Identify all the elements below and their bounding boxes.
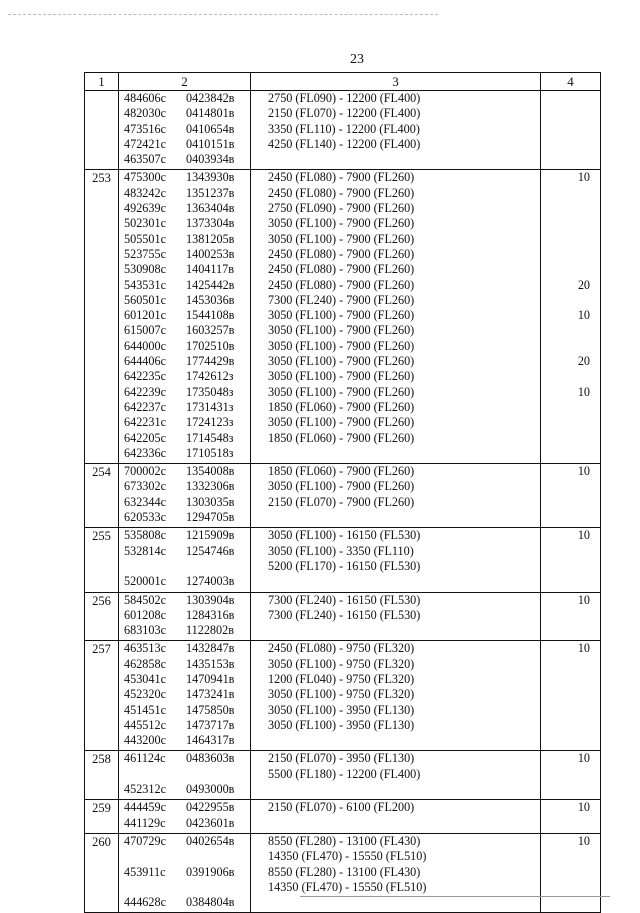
latitude: 700002с — [124, 464, 166, 479]
longitude: 0403934в — [186, 152, 235, 167]
longitude: 1710518з — [186, 445, 234, 460]
altitude-line: 3050 (FL100) - 7900 (FL260) — [268, 384, 415, 399]
longitude: 1714548з — [186, 430, 234, 445]
altitude-line: 5500 (FL180) - 12200 (FL400) — [268, 766, 421, 781]
value-line: 10 — [577, 528, 590, 543]
latitude: 463513с — [124, 641, 166, 656]
value-line — [541, 339, 600, 354]
longitude: 1381205в — [186, 231, 235, 246]
table-row — [85, 464, 600, 528]
coordinate-line — [119, 278, 250, 293]
altitude-cell — [251, 751, 541, 799]
header-col-1: 1 — [85, 73, 119, 90]
value-cell — [541, 170, 600, 463]
longitude: 1284316в — [186, 607, 235, 622]
longitude: 1303904в — [186, 592, 235, 607]
coordinate-line — [119, 816, 250, 831]
coordinate-line — [119, 415, 250, 430]
zone-number: 255 — [85, 528, 119, 591]
latitude: 683103с — [124, 623, 166, 638]
coordinate-line — [119, 186, 250, 201]
latitude: 632344с — [124, 494, 166, 509]
altitude-line: 3050 (FL100) - 9750 (FL320) — [268, 687, 415, 702]
altitude-line: 7300 (FL240) - 16150 (FL530) — [268, 592, 421, 607]
value-cell — [541, 641, 600, 750]
latitude: 473516с — [124, 121, 166, 136]
altitude-line: 4250 (FL140) - 12200 (FL400) — [268, 136, 421, 151]
altitude-line: 3050 (FL100) - 3350 (FL110) — [268, 543, 414, 558]
table-row — [85, 641, 600, 751]
coordinate-line — [119, 479, 250, 494]
value-cell — [541, 464, 600, 527]
zone-number: 254 — [85, 464, 119, 527]
longitude: 1274003в — [186, 574, 235, 589]
latitude: 441129с — [124, 815, 166, 830]
longitude: 0391906в — [186, 864, 235, 879]
latitude: 532814с — [124, 543, 166, 558]
coordinate-line — [119, 446, 250, 461]
coordinate-line — [119, 106, 250, 121]
zone-number: 258 — [85, 751, 119, 799]
altitude-line: 3050 (FL100) - 7900 (FL260) — [268, 369, 415, 384]
header-col-4: 4 — [567, 74, 574, 89]
longitude: 1774429в — [186, 354, 235, 369]
longitude: 1354008в — [186, 464, 235, 479]
value-line — [541, 232, 600, 247]
table-body — [85, 91, 600, 912]
longitude: 1373304в — [186, 216, 235, 231]
altitude-line: 14350 (FL470) - 15550 (FL510) — [268, 849, 427, 864]
coordinate-line — [119, 559, 250, 574]
altitude-line: 3050 (FL100) - 3950 (FL130) — [268, 717, 415, 732]
coordinate-line — [119, 782, 250, 797]
altitude-line: 2450 (FL080) - 7900 (FL260) — [268, 277, 415, 292]
header-col-3: 3 — [251, 73, 541, 90]
altitude-line: 8550 (FL280) - 13100 (FL430) — [268, 833, 421, 848]
coordinate-line — [119, 464, 250, 479]
value-cell — [541, 834, 600, 912]
coordinate-line — [119, 623, 250, 638]
value-line — [541, 262, 600, 277]
value-line — [541, 201, 600, 216]
longitude: 1473241в — [186, 687, 235, 702]
coordinate-line — [119, 865, 250, 880]
latitude: 452312с — [124, 782, 166, 797]
altitude-line: 3050 (FL100) - 7900 (FL260) — [268, 338, 415, 353]
table-header — [85, 73, 600, 91]
altitude-line: 2150 (FL070) - 12200 (FL400) — [268, 106, 421, 121]
latitude: 483242с — [124, 185, 166, 200]
table-row — [85, 91, 600, 170]
altitude-line: 7300 (FL240) - 7900 (FL260) — [268, 292, 415, 307]
coordinate-line — [119, 216, 250, 231]
longitude: 0402654в — [186, 833, 235, 848]
coordinate-line — [119, 880, 250, 895]
coordinates-cell — [119, 641, 251, 750]
altitude-cell — [251, 528, 541, 591]
zone-number: 260 — [85, 834, 119, 912]
coordinates-cell — [119, 834, 251, 912]
coordinate-line — [119, 137, 250, 152]
altitude-line: 2450 (FL080) - 7900 (FL260) — [268, 246, 415, 261]
longitude: 1475850в — [186, 702, 235, 717]
coordinate-line — [119, 641, 250, 656]
value-line: 10 — [577, 641, 590, 656]
altitude-line: 2150 (FL070) - 3950 (FL130) — [268, 751, 415, 766]
latitude: 452320с — [124, 687, 166, 702]
coordinate-line — [119, 544, 250, 559]
table-row — [85, 528, 600, 592]
altitude-line: 3050 (FL100) - 7900 (FL260) — [268, 479, 415, 494]
coordinate-line — [119, 895, 250, 910]
altitude-line: 3350 (FL110) - 12200 (FL400) — [268, 121, 420, 136]
longitude: 1215909в — [186, 528, 235, 543]
latitude: 445512с — [124, 717, 166, 732]
coordinate-line — [119, 323, 250, 338]
altitude-line: 1200 (FL040) - 9750 (FL320) — [268, 671, 415, 686]
zone-number: 256 — [85, 593, 119, 641]
altitude-line: 3050 (FL100) - 7900 (FL260) — [268, 354, 415, 369]
latitude: 451451с — [124, 702, 166, 717]
table-row — [85, 170, 600, 464]
longitude: 1122802в — [186, 623, 234, 638]
value-line — [541, 247, 600, 262]
value-line — [541, 369, 600, 384]
latitude: 615007с — [124, 323, 166, 338]
value-line — [541, 216, 600, 231]
latitude: 453041с — [124, 671, 166, 686]
longitude: 0422955в — [186, 800, 235, 815]
longitude: 1735048з — [186, 384, 234, 399]
coordinate-line — [119, 703, 250, 718]
coordinate-line — [119, 528, 250, 543]
altitude-line: 3050 (FL100) - 9750 (FL320) — [268, 656, 415, 671]
latitude: 461124с — [124, 751, 166, 766]
coordinate-line — [119, 385, 250, 400]
coordinate-line — [119, 593, 250, 608]
coordinates-cell — [119, 91, 251, 169]
longitude: 1470941в — [186, 671, 235, 686]
value-line: 10 — [577, 592, 590, 607]
table-row — [85, 593, 600, 642]
longitude: 1435153в — [186, 656, 235, 671]
longitude: 0483603в — [186, 751, 235, 766]
altitude-line: 1850 (FL060) - 7900 (FL260) — [268, 399, 415, 414]
altitude-cell — [251, 641, 541, 750]
longitude: 1544108в — [186, 308, 235, 323]
table-row — [85, 834, 600, 912]
latitude: 620533с — [124, 510, 166, 525]
value-cell — [541, 528, 600, 591]
latitude: 560501с — [124, 292, 166, 307]
value-line — [541, 186, 600, 201]
coordinates-cell — [119, 170, 251, 463]
value-line: 10 — [577, 308, 590, 323]
altitude-cell — [251, 91, 541, 169]
altitude-line: 5200 (FL170) - 16150 (FL530) — [268, 558, 421, 573]
latitude: 472421с — [124, 136, 166, 151]
coordinate-line — [119, 510, 250, 525]
value-line: 20 — [577, 277, 590, 292]
latitude: 484606с — [124, 91, 166, 105]
longitude: 1453036в — [186, 292, 235, 307]
altitude-line: 14350 (FL470) - 15550 (FL510) — [268, 879, 427, 894]
coordinate-line — [119, 339, 250, 354]
coordinate-line — [119, 91, 250, 106]
latitude: 535808с — [124, 528, 166, 543]
longitude: 1404117в — [186, 262, 234, 277]
latitude: 470729с — [124, 833, 166, 848]
coordinate-line — [119, 849, 250, 864]
latitude: 444459с — [124, 800, 166, 815]
longitude: 1742612з — [186, 369, 234, 384]
latitude: 444628с — [124, 895, 166, 910]
top-rule — [8, 14, 438, 15]
coordinates-cell — [119, 528, 251, 591]
longitude: 0384804в — [186, 895, 235, 910]
longitude: 0493000в — [186, 782, 235, 797]
coordinate-line — [119, 232, 250, 247]
latitude: 584502с — [124, 592, 166, 607]
value-line: 10 — [577, 833, 590, 848]
longitude: 1473717в — [186, 717, 235, 732]
altitude-line: 2450 (FL080) - 9750 (FL320) — [268, 641, 415, 656]
longitude: 1351237в — [186, 185, 235, 200]
coordinate-line — [119, 608, 250, 623]
longitude: 1343930в — [186, 170, 235, 185]
longitude: 0410654в — [186, 121, 235, 136]
table-row — [85, 751, 600, 800]
zone-number: 259 — [85, 800, 119, 833]
longitude: 1432847в — [186, 641, 235, 656]
latitude: 644000с — [124, 338, 166, 353]
value-line: 10 — [577, 464, 590, 479]
coordinates-cell — [119, 800, 251, 833]
altitude-line: 2450 (FL080) - 7900 (FL260) — [268, 262, 415, 277]
latitude: 642231с — [124, 415, 166, 430]
altitude-line: 2450 (FL080) - 7900 (FL260) — [268, 170, 415, 185]
coordinate-line — [119, 718, 250, 733]
latitude: 644406с — [124, 354, 166, 369]
altitude-cell — [251, 170, 541, 463]
altitude-line: 3050 (FL100) - 16150 (FL530) — [268, 528, 421, 543]
value-line: 10 — [577, 384, 590, 399]
coordinate-line — [119, 170, 250, 185]
coordinate-line — [119, 152, 250, 167]
longitude: 1425442в — [186, 277, 235, 292]
longitude: 0423842в — [186, 91, 235, 105]
altitude-line: 3050 (FL100) - 7900 (FL260) — [268, 323, 415, 338]
value-line: 10 — [577, 170, 590, 185]
value-line — [541, 323, 600, 338]
value-line: 10 — [577, 800, 590, 815]
longitude: 0410151в — [186, 136, 235, 151]
coordinate-line — [119, 369, 250, 384]
latitude: 642239с — [124, 384, 166, 399]
coordinate-line — [119, 574, 250, 589]
coordinate-line — [119, 751, 250, 766]
value-line: 10 — [577, 751, 590, 766]
coordinate-line — [119, 431, 250, 446]
altitude-line: 2750 (FL090) - 12200 (FL400) — [268, 91, 421, 105]
coordinates-cell — [119, 593, 251, 641]
latitude: 673302с — [124, 479, 166, 494]
longitude: 1724123з — [186, 415, 234, 430]
longitude: 0423601в — [186, 815, 235, 830]
longitude: 1363404в — [186, 201, 235, 216]
latitude: 520001с — [124, 574, 166, 589]
longitude: 0414801в — [186, 106, 235, 121]
zone-number: 253 — [85, 170, 119, 463]
latitude: 453911с — [124, 864, 166, 879]
longitude: 1303035в — [186, 494, 235, 509]
latitude: 502301с — [124, 216, 166, 231]
altitude-line: 3050 (FL100) - 7900 (FL260) — [268, 415, 415, 430]
coordinate-line — [119, 687, 250, 702]
value-cell — [541, 800, 600, 833]
longitude: 1702510в — [186, 338, 235, 353]
value-cell — [541, 593, 600, 641]
latitude: 492639с — [124, 201, 166, 216]
header-col-2: 2 — [119, 73, 251, 90]
zone-table — [84, 72, 601, 913]
latitude: 601201с — [124, 308, 166, 323]
coordinates-cell — [119, 464, 251, 527]
latitude: 642237с — [124, 399, 166, 414]
longitude: 1294705в — [186, 510, 235, 525]
zone-number — [85, 91, 119, 169]
longitude: 1400253в — [186, 246, 235, 261]
value-cell — [541, 91, 600, 169]
latitude: 642235с — [124, 369, 166, 384]
latitude: 530908с — [124, 262, 166, 277]
altitude-cell — [251, 593, 541, 641]
coordinate-line — [119, 672, 250, 687]
altitude-line: 7300 (FL240) - 16150 (FL530) — [268, 607, 421, 622]
value-cell — [541, 751, 600, 799]
longitude: 1603257в — [186, 323, 235, 338]
coordinate-line — [119, 657, 250, 672]
latitude: 462858с — [124, 656, 166, 671]
coordinate-line — [119, 495, 250, 510]
bottom-rule — [300, 896, 610, 897]
coordinate-line — [119, 733, 250, 748]
altitude-line: 8550 (FL280) - 13100 (FL430) — [268, 864, 421, 879]
altitude-line: 2150 (FL070) - 6100 (FL200) — [268, 800, 415, 815]
latitude: 642205с — [124, 430, 166, 445]
coordinate-line — [119, 800, 250, 815]
latitude: 505501с — [124, 231, 166, 246]
longitude: 1332306в — [186, 479, 235, 494]
latitude: 463507с — [124, 152, 166, 167]
value-line: 20 — [577, 354, 590, 369]
altitude-line: 2150 (FL070) - 7900 (FL260) — [268, 494, 415, 509]
coordinate-line — [119, 293, 250, 308]
coordinate-line — [119, 308, 250, 323]
page-number: 23 — [350, 52, 364, 67]
latitude: 482030с — [124, 106, 166, 121]
longitude: 1731431з — [186, 399, 234, 414]
coordinate-line — [119, 262, 250, 277]
altitude-line: 3050 (FL100) - 7900 (FL260) — [268, 231, 415, 246]
coordinate-line — [119, 122, 250, 137]
altitude-line: 3050 (FL100) - 3950 (FL130) — [268, 702, 415, 717]
table-row — [85, 800, 600, 834]
latitude: 543531с — [124, 277, 166, 292]
altitude-cell — [251, 800, 541, 833]
altitude-line: 1850 (FL060) - 7900 (FL260) — [268, 430, 415, 445]
altitude-cell — [251, 464, 541, 527]
altitude-line: 2450 (FL080) - 7900 (FL260) — [268, 185, 415, 200]
coordinate-line — [119, 400, 250, 415]
longitude: 1254746в — [186, 543, 235, 558]
coordinate-line — [119, 201, 250, 216]
altitude-line: 3050 (FL100) - 7900 (FL260) — [268, 308, 415, 323]
coordinate-line — [119, 354, 250, 369]
longitude: 1464317в — [186, 733, 235, 748]
zone-number: 257 — [85, 641, 119, 750]
coordinate-line — [119, 767, 250, 782]
value-line — [541, 293, 600, 308]
latitude: 642336с — [124, 445, 166, 460]
latitude: 475300с — [124, 170, 166, 185]
altitude-line: 1850 (FL060) - 7900 (FL260) — [268, 464, 415, 479]
latitude: 523755с — [124, 246, 166, 261]
coordinates-cell — [119, 751, 251, 799]
latitude: 443200с — [124, 733, 166, 748]
altitude-cell — [251, 834, 541, 912]
altitude-line: 3050 (FL100) - 7900 (FL260) — [268, 216, 415, 231]
coordinate-line — [119, 834, 250, 849]
latitude: 601208с — [124, 607, 166, 622]
altitude-line: 2750 (FL090) - 7900 (FL260) — [268, 201, 415, 216]
coordinate-line — [119, 247, 250, 262]
